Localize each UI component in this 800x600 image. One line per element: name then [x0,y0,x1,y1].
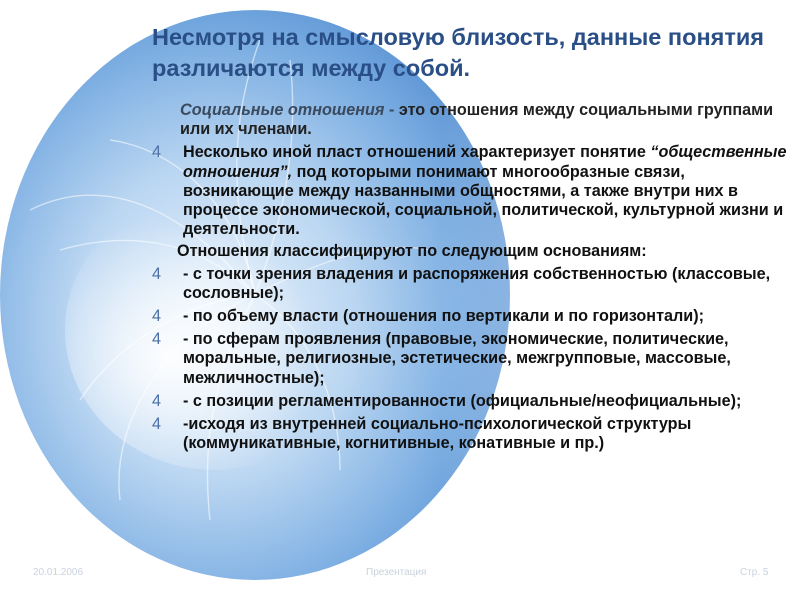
bullet-marker: 4 [152,143,162,162]
footer-page-number: Стр. 5 [740,567,769,578]
bullet-item [150,392,790,411]
footer-presentation-label: Презентация [366,567,427,578]
slide-title: Несмотря на смысловую близость, данные понятия различаются между собой. [152,24,765,81]
bullet-item [150,415,790,453]
bullet-marker: 4 [152,330,162,349]
lead-term: Социальные отношения [180,101,385,119]
slide-body [150,101,790,457]
bullet-item [150,265,790,303]
bullet-item [150,143,790,239]
bullet-marker: 4 [152,307,162,326]
item-text-italic: “общественные отношения”, [183,143,787,181]
bullet-marker: 4 [152,391,162,410]
item-text: - по объему власти (отношения по вертикали и по горизонтали); [183,307,705,326]
bullet-item [150,330,790,388]
bullet-marker: 4 [152,415,162,434]
item-text-pre: Несколько иной пласт отношений характеризует понятие [183,143,651,162]
item-text: - с точки зрения владения и распоряжения собственностью (классовые, сословные); [183,264,771,302]
item-text-post: под которыми понимают многообразные связи, возникающие между названными общностями, а также внутри них в процессе экономической, социальной, политической, культурной жизни и деятельности. [183,162,784,239]
item-text: - с позиции регламентированности (официальные/неофициальные); [183,391,742,410]
footer-date: 20.01.2006 [33,567,84,578]
lead-dash: - [384,101,399,119]
lead-rest: это отношения между социальными группами или их членами. [180,101,774,139]
item-text: -исходя из внутренней социально-психологической структуры (коммуникативные, когнитивные, конативные и пр.) [183,415,692,453]
classification-heading: Отношения классифицируют по следующим основаниям: [177,242,647,261]
lead-paragraph [150,101,790,139]
item-text: - по сферам проявления (правовые, экономические, политические, моральные, религиозные, эстетические, межгрупповые, массовые, межличностные); [183,330,731,387]
bullet-item [150,307,790,326]
bullet-marker: 4 [152,264,162,283]
